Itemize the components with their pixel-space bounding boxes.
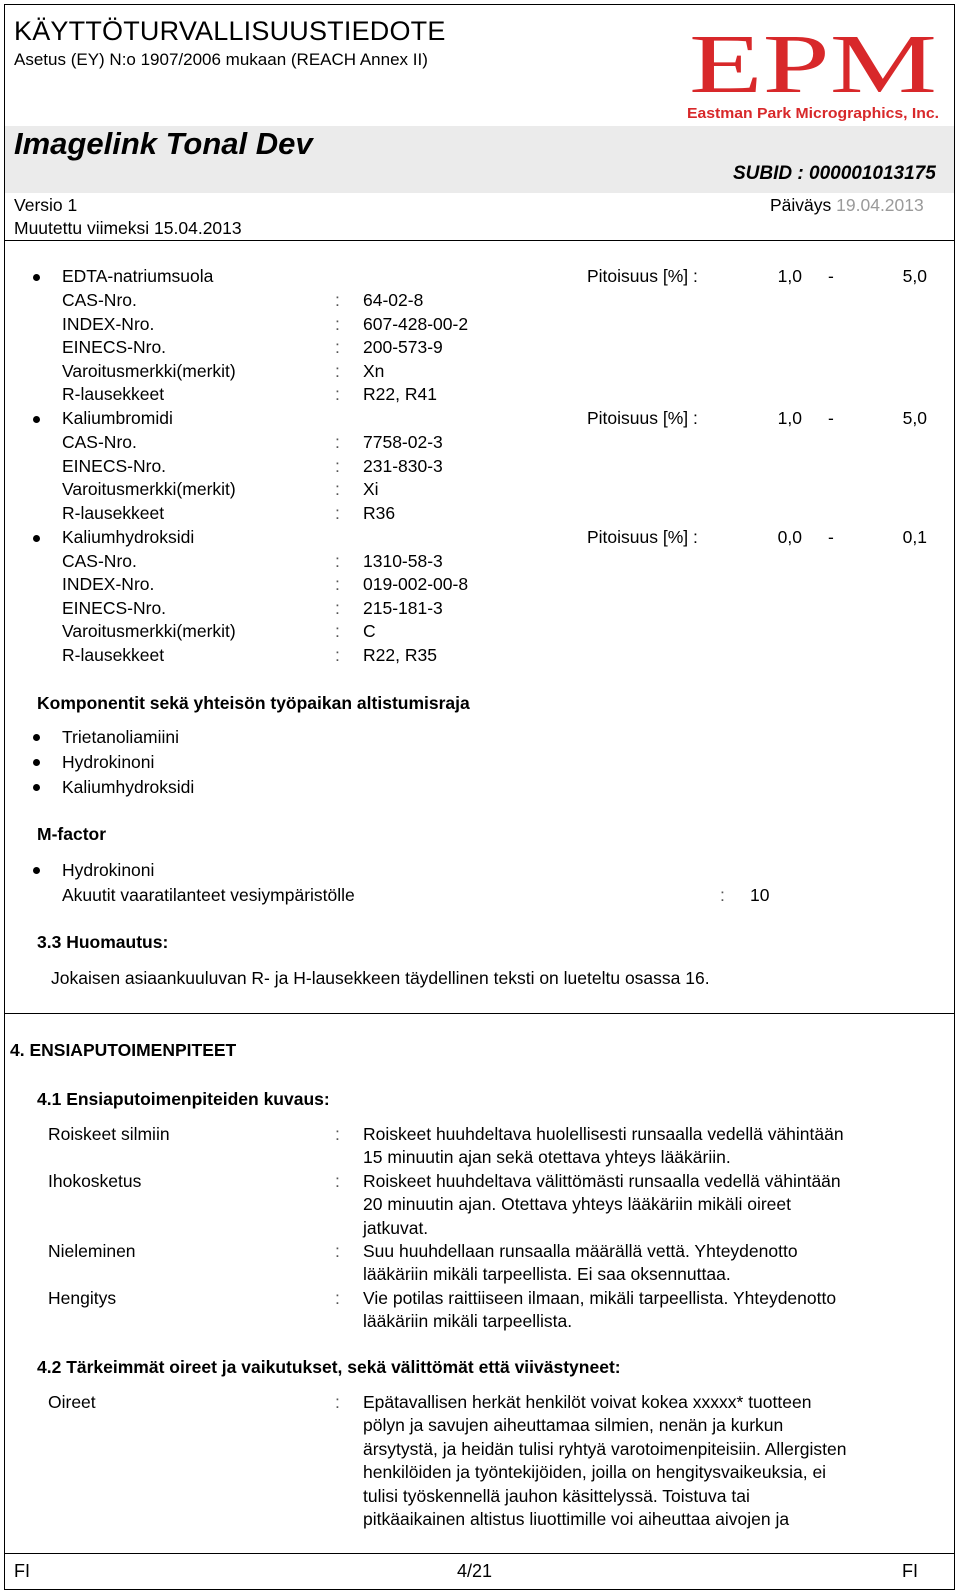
measure-colon: : [335, 1170, 340, 1191]
measure-label: Hengitys [48, 1287, 117, 1308]
symptoms-label: Oireet [48, 1392, 96, 1412]
bullet-icon [33, 759, 40, 766]
measure-text-line: jatkuvat. [363, 1217, 429, 1238]
measure-text-line: lääkäriin mikäli tarpeellista. Ei saa oksennuttaa. [363, 1264, 731, 1285]
measure-text-line: lääkäriin mikäli tarpeellista. [363, 1311, 573, 1332]
measure-text-line: Suu huuhdellaan runsaalla määrällä vettä. Yhteydenotto [363, 1241, 798, 1261]
property-value: 1310-58-3 [363, 551, 443, 571]
exposure-item: Kaliumhydroksidi [62, 777, 195, 797]
mfactor-value: 10 [750, 885, 770, 905]
measure-text-line: 20 minuutin ajan. Otettava yhteys lääkäriin mikäli oireet [363, 1194, 791, 1215]
property-label: CAS-Nro. [62, 290, 137, 311]
property-label: R-lausekkeet [62, 644, 165, 665]
concentration-label: Pitoisuus [%] : [587, 266, 698, 286]
mfactor-label: Akuutit vaaratilanteet vesiympäristölle [62, 885, 355, 905]
property-value: 215-181-3 [363, 597, 443, 618]
symptoms-text-line: tulisi työskennellä jauhon käsittelyssä. Toistuva tai [363, 1485, 750, 1506]
svg-text:Eastman Park Micrographics, In: Eastman Park Micrographics, Inc. [687, 105, 939, 122]
section4-heading: 4. ENSIAPUTOIMENPITEET [10, 1040, 237, 1060]
mfactor-heading: M-factor [37, 824, 107, 844]
subid: SUBID : 000001013175 [733, 163, 936, 184]
note-heading: 3.3 Huomautus: [37, 932, 169, 952]
property-colon: : [335, 337, 340, 358]
svg-text:EPM: EPM [689, 20, 937, 111]
measure-label: Roiskeet silmiin [48, 1124, 170, 1144]
concentration-min: 1,0 [777, 408, 802, 428]
property-value: 64-02-8 [363, 290, 424, 311]
property-value: R22, R35 [363, 644, 437, 665]
issue-date [770, 195, 924, 216]
property-value: 200-573-9 [363, 337, 443, 358]
property-label: EINECS-Nro. [62, 455, 167, 476]
document-subtitle: Asetus (EY) N:o 1907/2006 mukaan (REACH Annex II) [14, 50, 428, 69]
property-label: Varoitusmerkki(merkit) [62, 621, 236, 642]
footer-lang-right: FI [902, 1561, 918, 1581]
property-colon: : [335, 360, 340, 381]
property-value: 7758-02-3 [363, 432, 443, 453]
property-colon: : [335, 455, 340, 476]
measure-text-line: Roiskeet huuhdeltava välittömästi runsaalla vedellä vähintään [363, 1170, 841, 1191]
section41-heading: 4.1 Ensiaputoimenpiteiden kuvaus: [37, 1089, 330, 1109]
measure-colon: : [335, 1287, 340, 1308]
property-colon: : [335, 502, 340, 523]
component-name: Kaliumbromidi [62, 408, 173, 428]
bullet-icon [33, 274, 40, 281]
concentration-max: 5,0 [902, 408, 927, 428]
mfactor-colon: : [720, 885, 725, 905]
property-value: 231-830-3 [363, 455, 443, 476]
bullet-icon [33, 535, 40, 542]
property-colon: : [335, 597, 340, 618]
property-value: Xn [363, 360, 385, 381]
concentration-dash: - [828, 408, 834, 428]
measure-label: Nieleminen [48, 1241, 136, 1261]
exposure-item: Trietanoliamiini [62, 727, 180, 747]
property-label: EINECS-Nro. [62, 597, 167, 618]
section-divider [4, 1013, 955, 1014]
property-colon: : [335, 621, 340, 642]
concentration-dash: - [828, 526, 834, 547]
bullet-icon [33, 784, 40, 791]
symptoms-text-line: henkilöiden ja työntekijöiden, joilla on hengitysvaikeuksia, ei [363, 1462, 827, 1483]
property-value: 019-002-00-8 [363, 574, 469, 595]
exposure-heading: Komponentit sekä yhteisön työpaikan altistumisraja [37, 693, 470, 713]
epm-logo [683, 20, 943, 126]
measure-colon: : [335, 1241, 340, 1261]
measure-colon: : [335, 1124, 340, 1144]
note-text: Jokaisen asiaankuuluvan R- ja H-lausekkeen täydellinen teksti on lueteltu osassa 16. [51, 968, 710, 988]
property-label: Varoitusmerkki(merkit) [62, 479, 236, 500]
concentration-min: 1,0 [777, 266, 802, 286]
symptoms-text-line: pölyn ja savujen aiheuttamaa silmien, nenän ja kurkun [363, 1415, 784, 1436]
symptoms-text-line: Epätavallisen herkät henkilöt voivat kokea xxxxx* tuotteen [363, 1392, 812, 1412]
symptoms-text-line: pitkäaikainen altistus liuottimille voi aiheuttaa aivojen ja [363, 1509, 790, 1529]
symptoms-text-line: ärsytystä, ja heidän tulisi ryhtyä varotoimenpiteisiin. Allergisten [363, 1438, 847, 1459]
measure-text-line: Vie potilas raittiiseen ilmaan, mikäli tarpeellista. Yhteydenotto [363, 1287, 837, 1308]
bullet-icon [33, 867, 40, 874]
concentration-dash: - [828, 266, 834, 286]
property-colon: : [335, 574, 340, 595]
footer-lang-left: FI [14, 1561, 30, 1581]
property-label: R-lausekkeet [62, 384, 165, 404]
property-colon: : [335, 432, 340, 453]
property-label: INDEX-Nro. [62, 313, 155, 334]
measure-text-line: 15 minuutin ajan sekä otettava yhteys lääkäriin. [363, 1147, 731, 1168]
symptoms-colon: : [335, 1392, 340, 1412]
measure-text-line: Roiskeet huuhdeltava huolellisesti runsaalla vedellä vähintään [363, 1124, 844, 1144]
version: Versio 1 [14, 195, 78, 215]
property-value: R22, R41 [363, 384, 437, 404]
property-label: CAS-Nro. [62, 551, 137, 571]
property-colon: : [335, 290, 340, 311]
component-name: EDTA-natriumsuola [62, 266, 214, 286]
property-colon: : [335, 644, 340, 665]
property-value: Xi [363, 479, 379, 500]
header-divider [4, 240, 955, 241]
property-label: CAS-Nro. [62, 432, 137, 453]
property-label: Varoitusmerkki(merkit) [62, 360, 236, 381]
concentration-min: 0,0 [777, 526, 802, 547]
section42-heading: 4.2 Tärkeimmät oireet ja vaikutukset, sekä välittömät että viivästyneet: [37, 1357, 621, 1377]
bullet-icon [33, 416, 40, 423]
property-value: C [363, 621, 376, 642]
property-value: 607-428-00-2 [363, 313, 469, 334]
property-colon: : [335, 384, 340, 404]
mfactor-item: Hydrokinoni [62, 860, 155, 880]
concentration-label: Pitoisuus [%] : [587, 526, 698, 547]
property-colon: : [335, 551, 340, 571]
concentration-max: 5,0 [902, 266, 927, 286]
property-value: R36 [363, 502, 396, 523]
document-title: KÄYTTÖTURVALLISUUSTIEDOTE [14, 16, 446, 46]
issue-date-label: Päiväys [770, 195, 832, 215]
property-colon: : [335, 479, 340, 500]
property-label: INDEX-Nro. [62, 574, 155, 595]
property-colon: : [335, 313, 340, 334]
product-name: Imagelink Tonal Dev [14, 126, 313, 161]
measure-label: Ihokosketus [48, 1170, 142, 1191]
concentration-label: Pitoisuus [%] : [587, 408, 698, 428]
concentration-max: 0,1 [902, 526, 927, 547]
component-name: Kaliumhydroksidi [62, 526, 195, 547]
issue-date-value: 19.04.2013 [836, 195, 924, 215]
property-label: EINECS-Nro. [62, 337, 167, 358]
footer-divider [4, 1553, 955, 1554]
exposure-item: Hydrokinoni [62, 752, 155, 772]
bullet-icon [33, 734, 40, 741]
property-label: R-lausekkeet [62, 502, 165, 523]
footer-page-number: 4/21 [457, 1561, 493, 1581]
modified-date: Muutettu viimeksi 15.04.2013 [14, 218, 242, 238]
